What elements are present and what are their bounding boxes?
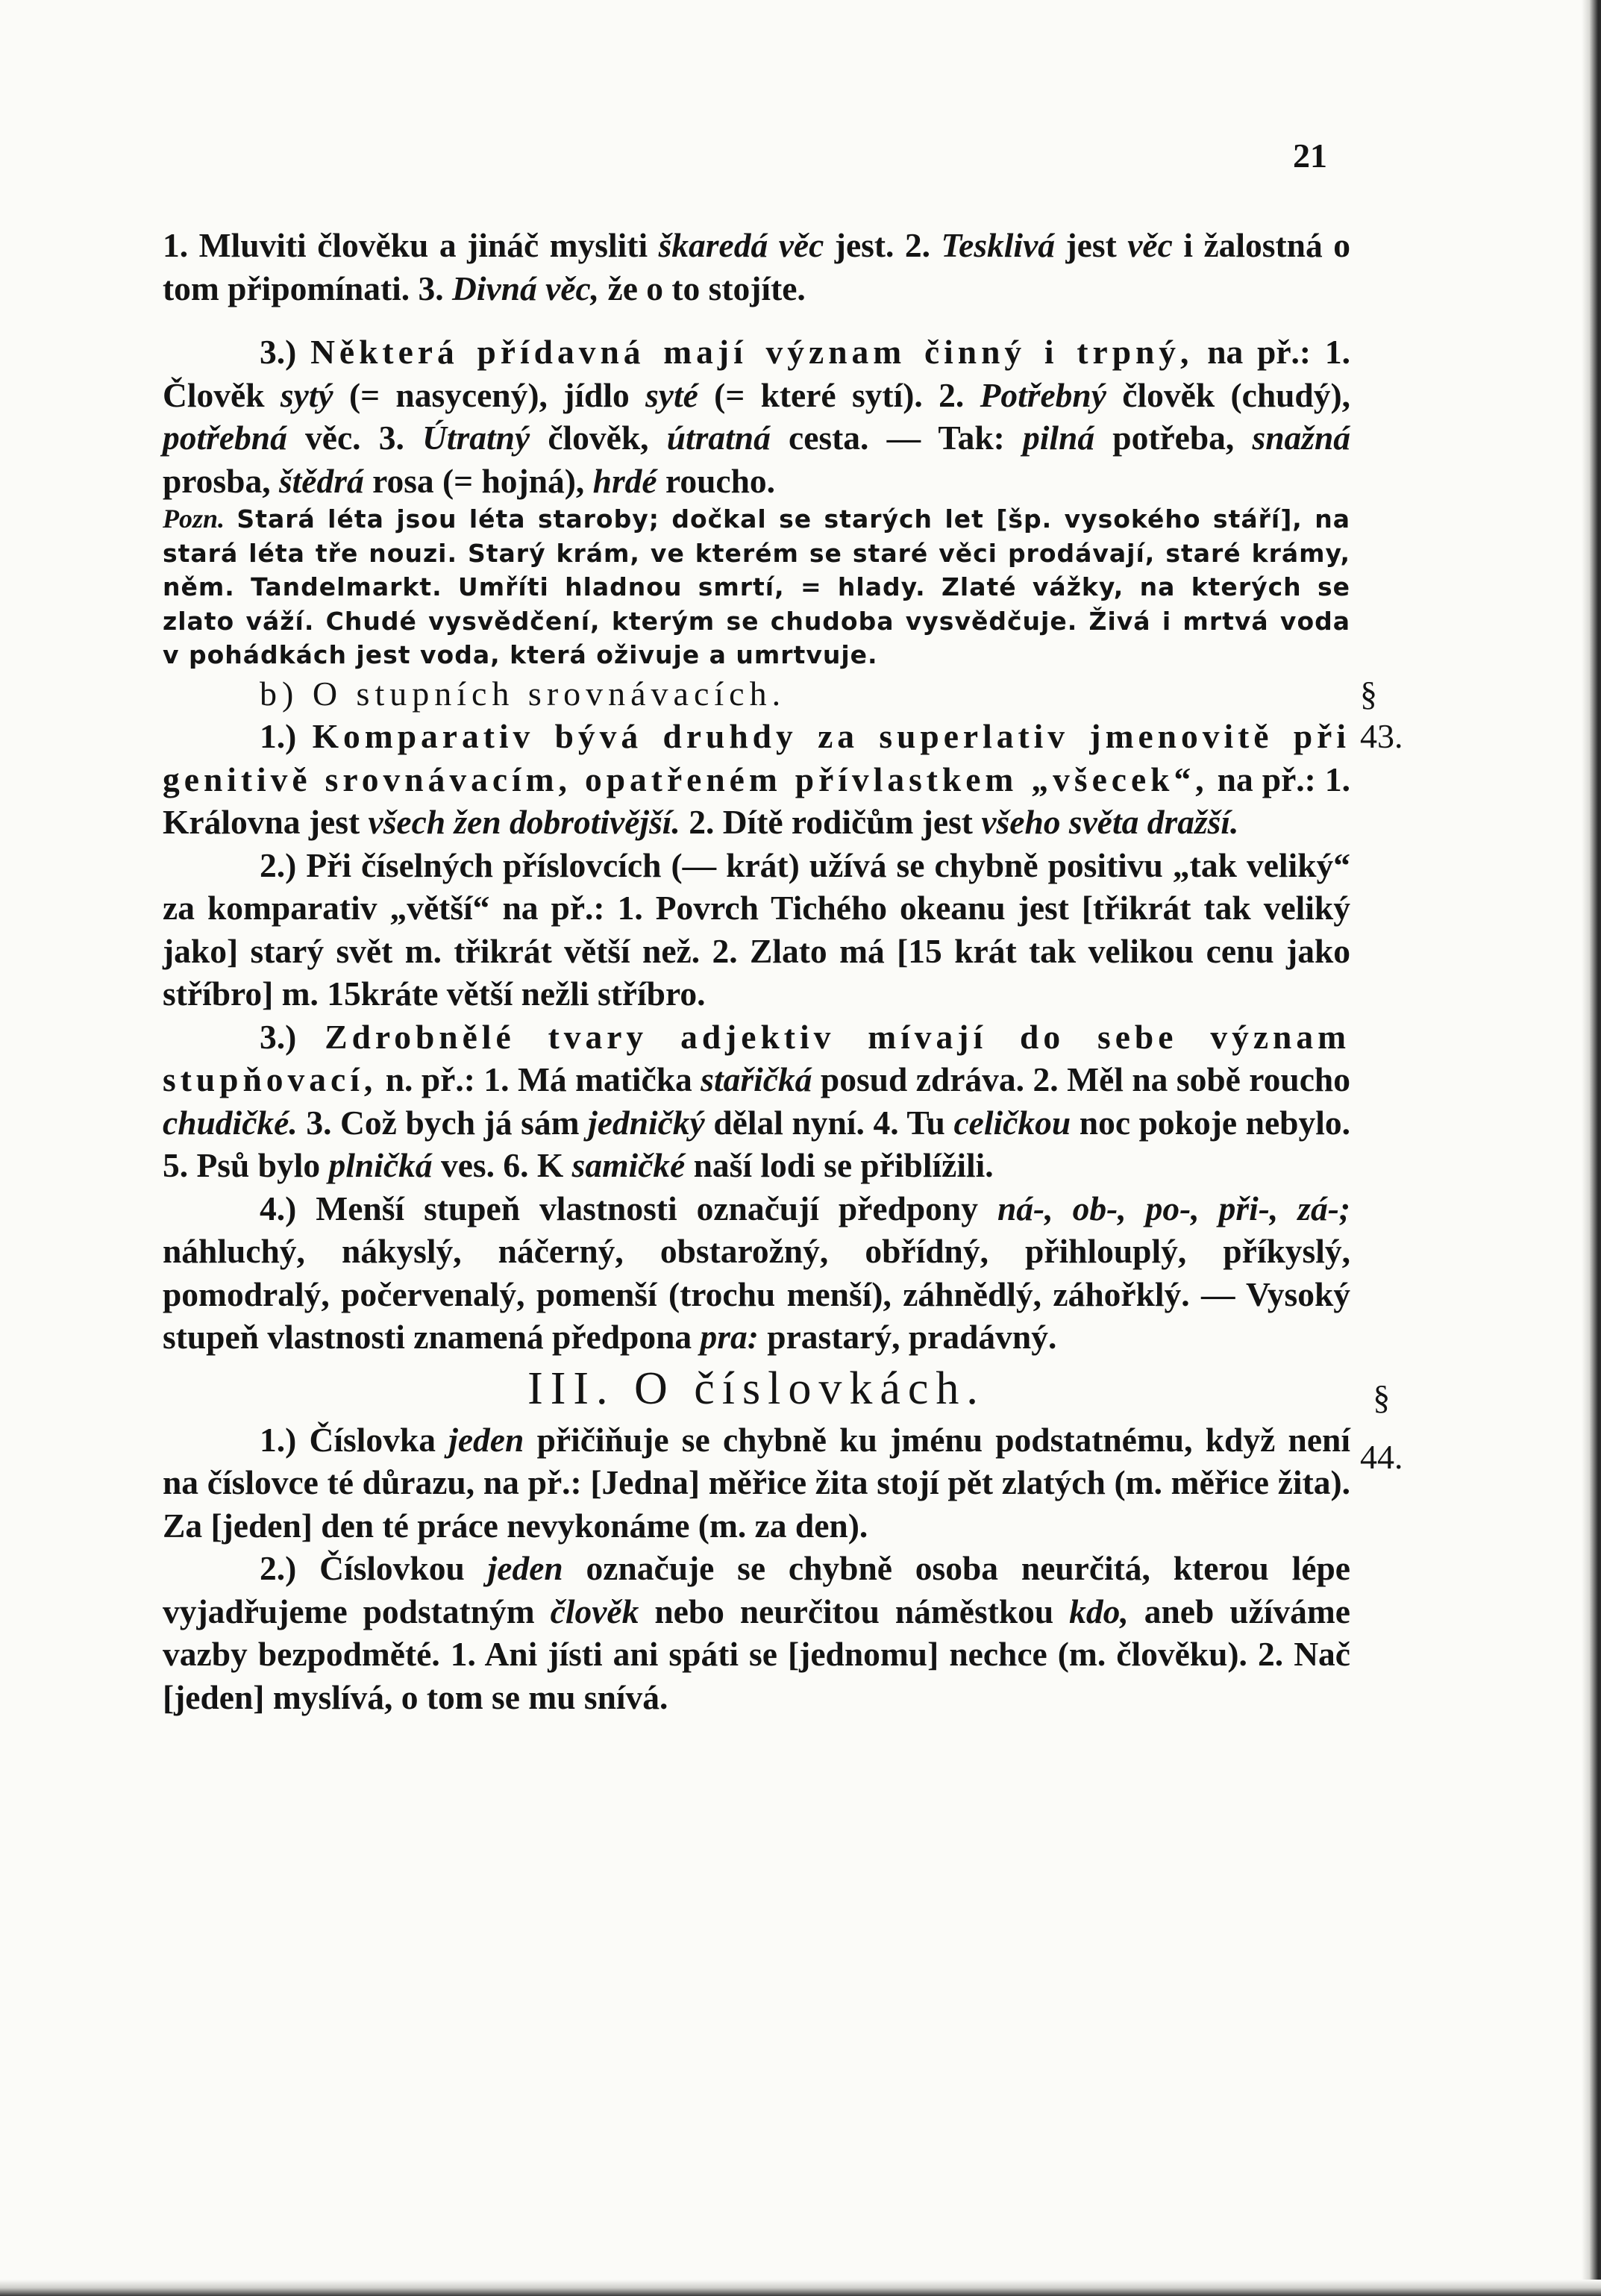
scan-edge-right: [1582, 0, 1601, 2296]
paragraph-numeral-jeden: 1.) Číslovka jeden přičiňuje se chybně ku jménu podstatnému, když není na číslovce té důrazu, na př.: [Jedna] měřice žita stojí pět zlatých (m. měřice žita). Za [jeden] den té práce nevykonáme (m. za den).: [163, 1420, 1350, 1545]
paragraph-diminutives: 3.) Zdrobnělé tvary adjektiv mívají do sebe význam stupňovací, n. př.: 1. Má matička stařičká posud zdráva. 2. Měl na sobě roucho chudičké. 3. Což bych já sám jedničký dělal nyní. 4. Tu celičkou noc pokoje nebylo. 5. Psů bylo plničká ves. 6. K samičké naší lodi se přiblížili.: [163, 1017, 1350, 1184]
paragraph-active-passive: 3.) Některá přídavná mají význam činný i trpný, na př.: 1. Člověk sytý (= nasycený), jídlo syté (= které sytí). 2. Potřebný člověk (chudý), potřebná věc. 3. Útratný člověk, útratná cesta. — Tak: pilná potřeba, snažná prosba, štědrá rosa (= hojná), hrdé roucho.: [163, 333, 1351, 500]
page-number: 21: [1293, 137, 1327, 175]
section-mark-43: § 43.: [1360, 674, 1403, 755]
footnote-pozn: Pozn. Stará léta jsou léta staroby; dočkal se starých let [šp. vysokého stáří], na stará léta tře nouzi. Starý krám, ve kterém se staré věci prodávají, staré krámy, něm. Tandelmarkt. Umříti hladnou smrtí, = hlady. Zlaté vážky, na kterých se zlato váží. Chudé vysvědčení, kterým se chudoba vysvědčuje. Živá i mrtvá voda v pohádkách jest voda, která oživuje a umrtvuje.: [163, 504, 1351, 669]
page-body: [163, 224, 1403, 1718]
paragraph-comparative: 1.) Komparativ bývá druhdy za superlativ jmenovitě při genitivě srovnávacím, opatřeném přívlastkem „všecek“, na př.: 1. Královna jest všech žen dobrotivější. 2. Dítě rodičům jest všeho světa dražší.: [163, 717, 1350, 841]
paragraph-numeral-adverbs: 2.) Při číselných příslovcích (— krát) užívá se chybně positivu „tak veliký“ za komparativ „větší“ na př.: 1. Povrch Tichého okeanu jest [třikrát tak veliký jako] starý svět m. třikrát větší než. 2. Zlato má [15 krát tak velikou cenu jako stříbro] m. 15kráte větší nežli stříbro.: [163, 845, 1350, 1013]
section-mark-44: § 44.: [1360, 1377, 1403, 1476]
scan-edge-bottom: [0, 2280, 1601, 2296]
chapter-heading: III. O číslovkách. § 44.: [163, 1359, 1350, 1418]
paragraph-indefinite-person: 2.) Číslovkou jeden označuje se chybně osoba neurčitá, kterou lépe vyjadřujeme podstatným člověk nebo neurčitou náměstkou kdo, aneb užíváme vazby bezpodměté. 1. Ani jísti ani spáti se [jednomu] nechce (m. člověku). 2. Nač [jeden] myslívá, o tom se mu snívá.: [163, 1549, 1351, 1716]
paragraph-prefixes: 4.) Menší stupeň vlastnosti označují předpony ná-, ob-, po-, při-, zá-; náhluchý, nákyslý, náčerný, obstarožný, obřídný, přihlouplý, příkyslý, pomodralý, počervenalý, pomenší (trochu menší), záhnědlý, záhořklý. — Vysoký stupeň vlastnosti znamená předpona pra: prastarý, pradávný.: [163, 1189, 1350, 1356]
paragraph-examples: 1. Mluviti člověku a jináč mysliti škaredá věc jest. 2. Tesklivá jest věc i žalostná o tom připomínati. 3. Divná věc, že o to stojíte.: [163, 226, 1350, 307]
section-heading-comparison: b) O stupních srovnávacích. § 43.: [163, 672, 1350, 716]
